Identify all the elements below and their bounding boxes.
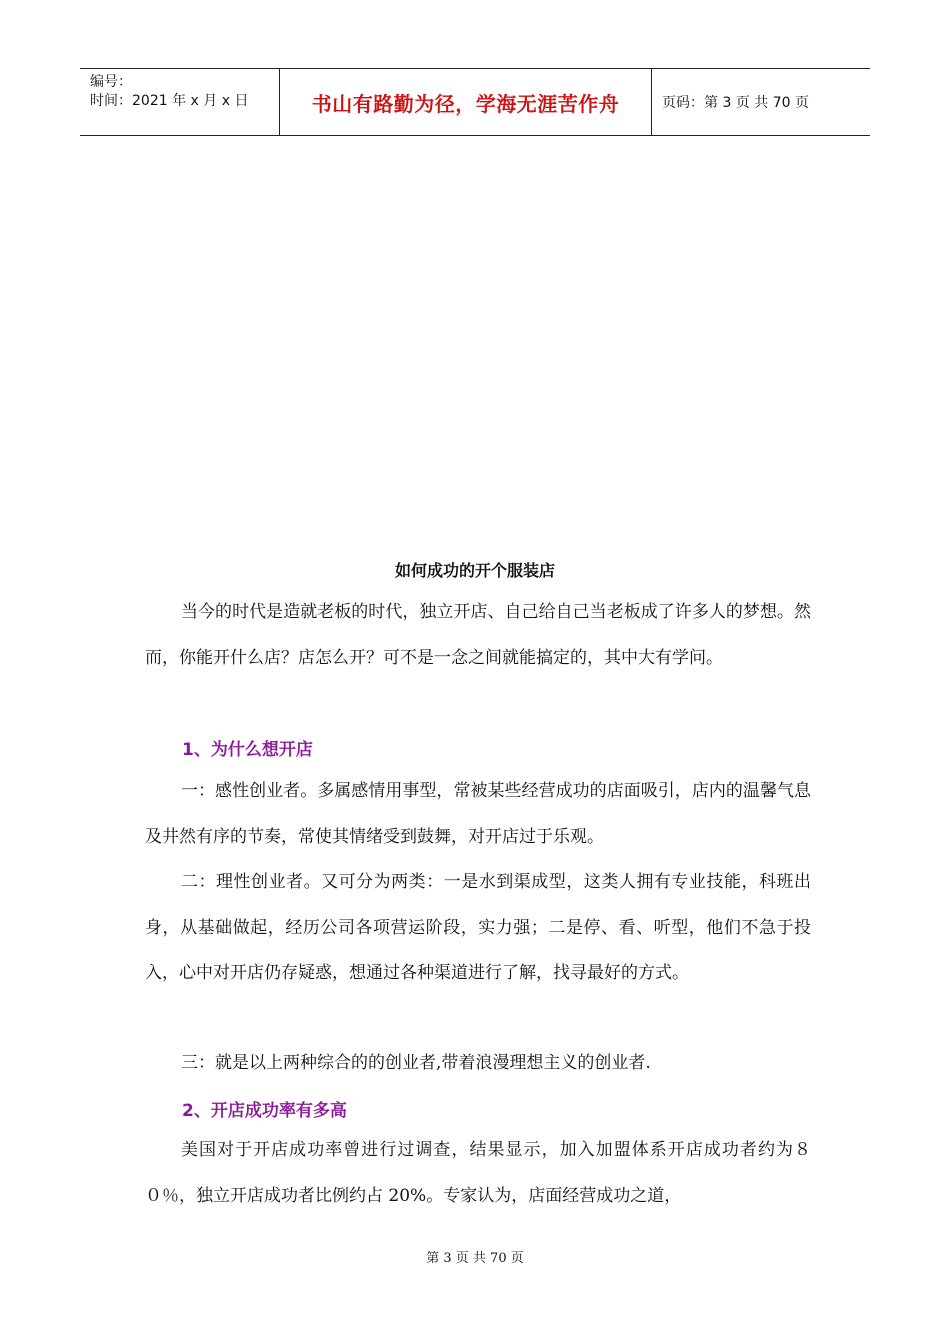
section1-paragraph-2: 二：理性创业者。又可分为两类：一是水到渠成型，这类人拥有专业技能，科班出身，从基础做起，经历公司各项营运阶段，实力强；二是停、看、听型，他们不急于投入，心中对开店仍存疑惑，想通过各种渠道进行了解，找寻最好的方式。 xyxy=(145,872,811,983)
time-label: 时间：2021 年 x 月 x 日 xyxy=(90,93,249,109)
section2-paragraph-1: 美国对于开店成功率曾进行过调查，结果显示，加入加盟体系开店成功者约为８０％，独立开店成功者比例约占 20%。专家认为，店面经营成功之道， xyxy=(145,1140,811,1206)
section1-paragraph-1: 一：感性创业者。多属感情用事型，常被某些经营成功的店面吸引，店内的温馨气息及井然有序的节奏，常使其情绪受到鼓舞，对开店过于乐观。 xyxy=(145,781,811,847)
header-table xyxy=(80,68,870,136)
header-page-cell xyxy=(652,69,870,135)
serial-label: 编号： xyxy=(90,74,132,90)
document-title: 如何成功的开个服装店 xyxy=(394,561,555,580)
page-info: 页码：第 3 页 共 70 页 xyxy=(662,95,809,111)
intro-paragraph: 当今的时代是造就老板的时代，独立开店、自己给自己当老板成了许多人的梦想。然而，你能开什么店？店怎么开？可不是一念之间就能搞定的，其中大有学问。 xyxy=(145,602,811,668)
motto-text: 书山有路勤为径，学海无涯苦作舟 xyxy=(311,91,620,116)
header-meta-cell xyxy=(80,69,280,135)
header-motto-cell xyxy=(280,69,652,135)
page-footer: 第 3 页 共 70 页 xyxy=(426,1251,524,1266)
section1-heading: 1、为什么想开店 xyxy=(182,740,313,760)
section2-heading: 2、开店成功率有多高 xyxy=(182,1101,347,1121)
section1-paragraph-3: 三：就是以上两种综合的的创业者,带着浪漫理想主义的创业者. xyxy=(181,1053,651,1073)
